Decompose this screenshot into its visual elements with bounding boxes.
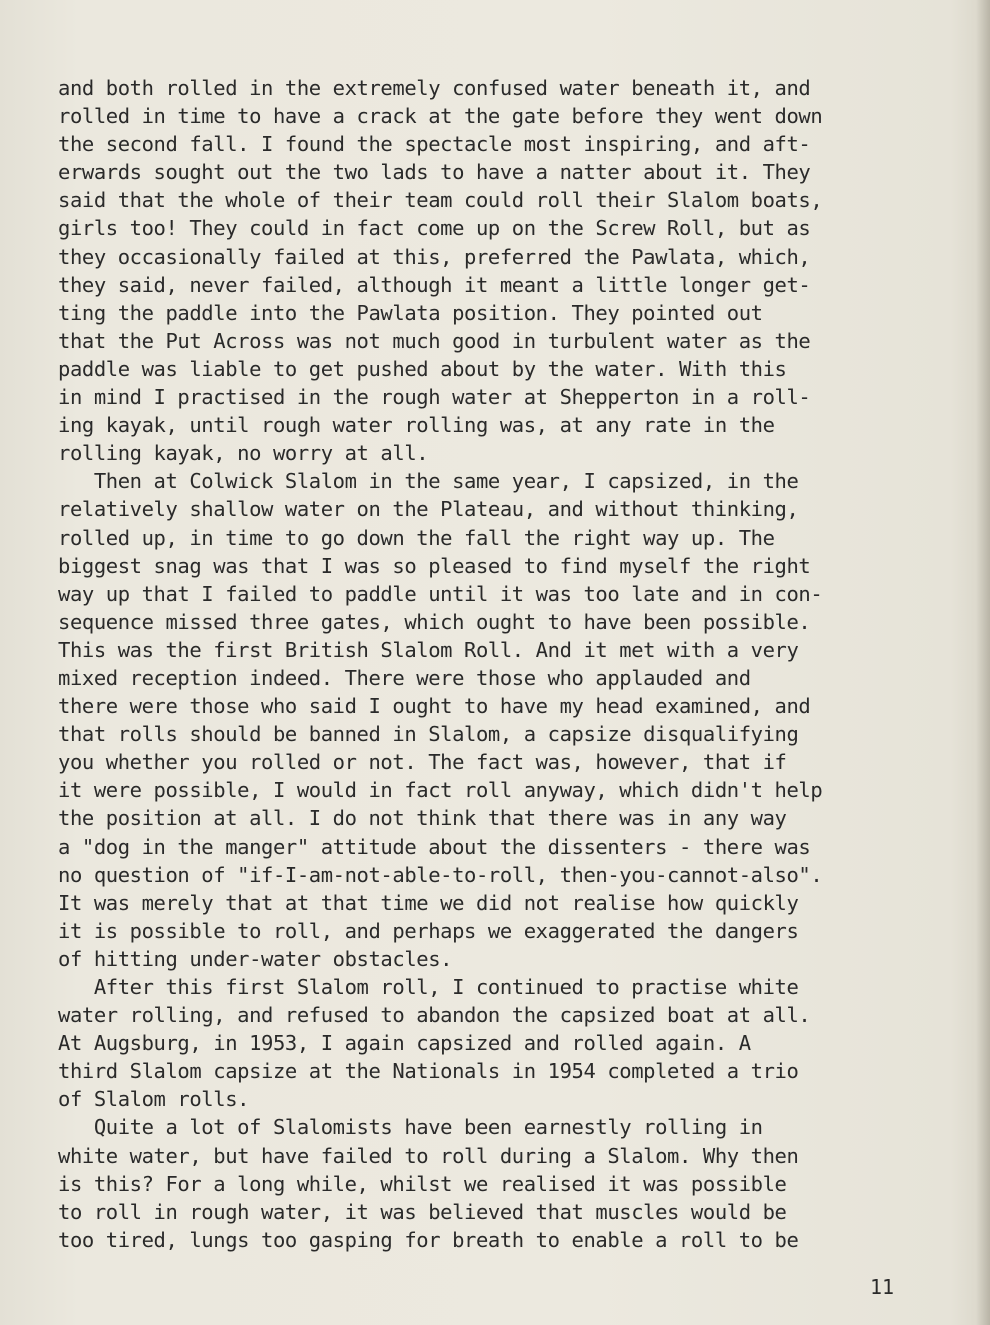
text-line: a "dog in the manger" attitude about the dissenters - there was (58, 834, 811, 859)
text-line: paddle was liable to get pushed about by the water. With this (58, 356, 787, 381)
text-line: of hitting under-water obstacles. (58, 946, 453, 971)
text-line: to roll in rough water, it was believed that muscles would be (58, 1199, 787, 1224)
text-line: ing kayak, until rough water rolling was, at any rate in the (58, 413, 775, 438)
text-line: is this? For a long while, whilst we realised it was possible (58, 1171, 787, 1196)
page-number: 11 (870, 1275, 895, 1299)
text-line: rolled up, in time to go down the fall the right way up. The (58, 525, 775, 550)
text-line: no question of "if-I-am-not-able-to-roll, then-you-cannot-also". (58, 862, 823, 887)
text-line: girls too! They could in fact come up on the Screw Roll, but as (58, 216, 811, 241)
text-line: sequence missed three gates, which ought to have been possible. (58, 609, 811, 634)
text-line: erwards sought out the two lads to have a natter about it. They (58, 160, 811, 185)
text-line: rolling kayak, no worry at all. (58, 441, 429, 466)
text-line: that the Put Across was not much good in turbulent water as the (58, 328, 811, 353)
text-line: mixed reception indeed. There were those who applauded and (58, 665, 751, 690)
text-line: At Augsburg, in 1953, I again capsized and rolled again. A (58, 1031, 751, 1056)
text-line: of Slalom rolls. (58, 1087, 250, 1112)
text-line: there were those who said I ought to have my head examined, and (58, 694, 811, 719)
text-line: they occasionally failed at this, preferred the Pawlata, which, (58, 244, 811, 269)
text-line: white water, but have failed to roll during a Slalom. Why then (58, 1143, 799, 1168)
text-line: too tired, lungs too gasping for breath to enable a roll to be (58, 1227, 799, 1252)
text-line: that rolls should be banned in Slalom, a capsize disqualifying (58, 722, 799, 747)
text-line: the position at all. I do not think that there was in any way (58, 806, 787, 831)
text-line: Then at Colwick Slalom in the same year, I capsized, in the (58, 469, 799, 494)
page-edge-shadow (976, 0, 990, 1325)
body-text (58, 74, 958, 1254)
text-line: it were possible, I would in fact roll anyway, which didn't help (58, 778, 823, 803)
text-line: way up that I failed to paddle until it was too late and in con- (58, 581, 823, 606)
text-line: After this first Slalom roll, I continued to practise white (58, 975, 799, 999)
text-line: the second fall. I found the spectacle most inspiring, and aft- (58, 132, 811, 157)
text-line: ting the paddle into the Pawlata position. They pointed out (58, 300, 763, 325)
text-line: It was merely that at that time we did not realise how quickly (58, 890, 799, 915)
text-line: in mind I practised in the rough water at Shepperton in a roll- (58, 385, 811, 410)
text-line: it is possible to roll, and perhaps we exaggerated the dangers (58, 918, 799, 943)
text-line: said that the whole of their team could roll their Slalom boats, (58, 188, 823, 213)
text-line: third Slalom capsize at the Nationals in 1954 completed a trio (58, 1059, 799, 1084)
text-line: they said, never failed, although it meant a little longer get- (58, 272, 811, 297)
text-line: Quite a lot of Slalomists have been earnestly rolling in (58, 1115, 763, 1140)
text-line: you whether you rolled or not. The fact was, however, that if (58, 750, 787, 775)
text-line: relatively shallow water on the Plateau, and without thinking, (58, 497, 799, 522)
text-line: rolled in time to have a crack at the gate before they went down (58, 104, 823, 129)
text-line: biggest snag was that I was so pleased to find myself the right (58, 553, 811, 578)
text-line: water rolling, and refused to abandon the capsized boat at all. (58, 1003, 811, 1028)
text-line: and both rolled in the extremely confused water beneath it, and (58, 76, 811, 100)
text-line: This was the first British Slalom Roll. And it met with a very (58, 637, 799, 662)
